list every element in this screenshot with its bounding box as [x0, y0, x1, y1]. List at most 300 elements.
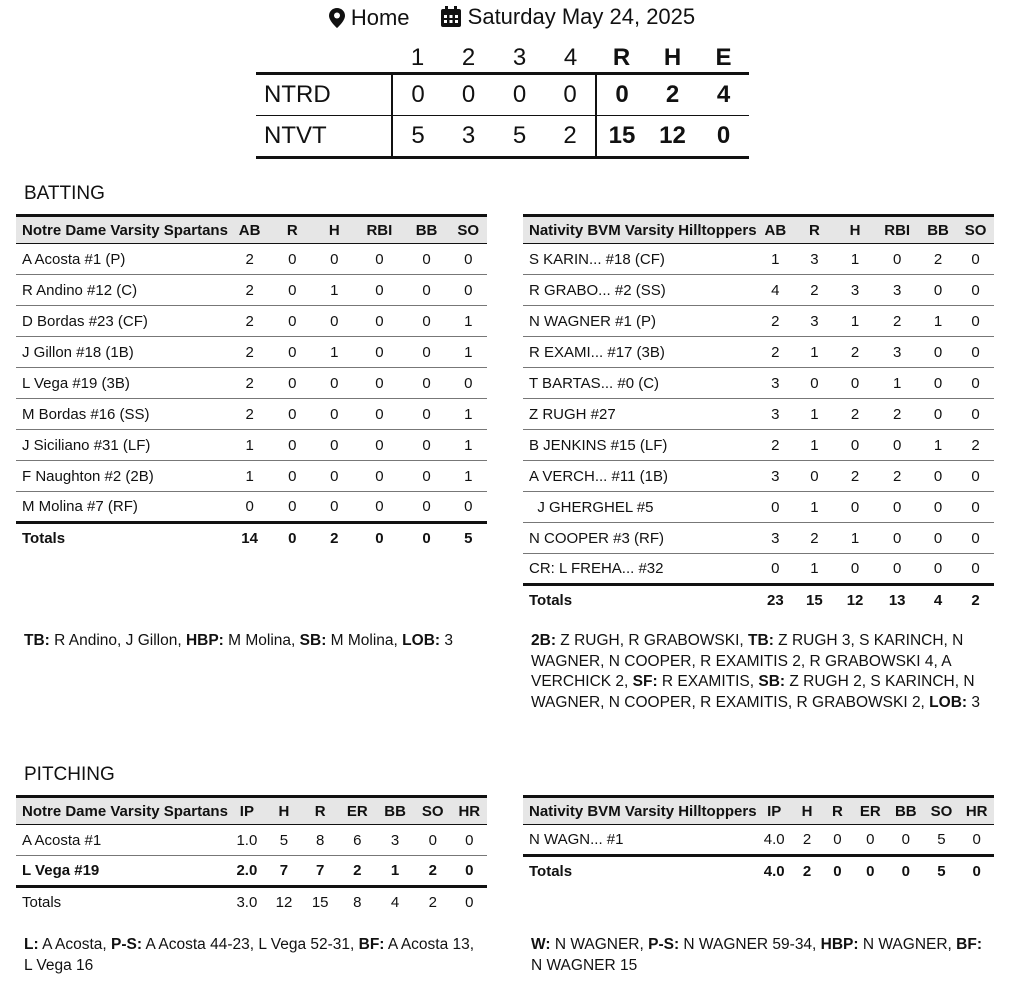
stat-value: 0	[875, 492, 919, 523]
stat-value: 2	[228, 368, 271, 399]
stat-value: 0	[355, 430, 403, 461]
table-row	[523, 244, 994, 275]
player-name: L Vega #19 (3B)	[16, 368, 228, 399]
location-text: Home	[350, 5, 410, 30]
table-row	[16, 825, 487, 856]
note-label: LOB:	[402, 632, 441, 649]
batting-notes-home	[24, 631, 484, 652]
player-name: D Bordas #23 (CF)	[16, 306, 228, 337]
stat-value: 3	[757, 368, 795, 399]
table-row	[16, 492, 487, 523]
stat-value: 0	[404, 244, 450, 275]
stat-value: 2	[919, 244, 957, 275]
stat-value: 0	[957, 244, 994, 275]
stat-value: 2	[757, 430, 795, 461]
inning-2-header: 2	[443, 44, 494, 74]
stat-value: 0	[853, 825, 888, 856]
table-row	[523, 399, 994, 430]
errors-total: 0	[698, 116, 749, 158]
totals-value: 5	[450, 523, 487, 554]
stat-value: 0	[835, 492, 876, 523]
totals-value: 15	[794, 585, 835, 616]
stat-value: 0	[271, 492, 313, 523]
player-name: M Bordas #16 (SS)	[16, 399, 228, 430]
stat-value: 0	[452, 856, 487, 887]
stat-value: 7	[266, 856, 302, 887]
stat-value: 0	[404, 368, 450, 399]
table-row	[523, 306, 994, 337]
inning-score: 0	[392, 74, 443, 116]
stat-value: 0	[957, 523, 994, 554]
stat-header: HR	[959, 797, 994, 825]
stat-value: 0	[404, 461, 450, 492]
totals-row	[16, 887, 487, 918]
stat-header: BB	[404, 216, 450, 244]
stat-value: 2	[228, 337, 271, 368]
stat-value: 1	[228, 461, 271, 492]
totals-value: 3.0	[236, 894, 258, 912]
stat-header: BB	[376, 797, 414, 825]
stat-value: 0	[794, 461, 835, 492]
stat-value: 1	[794, 337, 835, 368]
stat-value: 2	[228, 399, 271, 430]
player-name: B JENKINS #15 (LF)	[523, 430, 757, 461]
stat-value: 0	[404, 430, 450, 461]
inning-score: 5	[392, 116, 443, 158]
player-name: A Acosta #1 (P)	[16, 244, 228, 275]
table-row	[16, 368, 487, 399]
stat-value: 8	[302, 825, 338, 856]
stat-value: 0	[355, 368, 403, 399]
player-name: N WAGN... #1	[523, 825, 757, 856]
player-name: J GHERGHEL #5	[523, 492, 757, 523]
stat-header: H	[313, 216, 355, 244]
inning-score: 5	[494, 116, 545, 158]
stat-value: 0	[313, 399, 355, 430]
stat-value: 4	[757, 275, 795, 306]
player-name: N WAGNER #1 (P)	[523, 306, 757, 337]
note-label: TB:	[24, 632, 50, 649]
stat-value: 1	[376, 856, 414, 887]
player-name: CR: L FREHA... #32	[523, 554, 757, 585]
stat-value: 1	[313, 337, 355, 368]
table-row	[16, 856, 487, 887]
errors-total: 4	[698, 74, 749, 116]
stat-value: 0	[957, 492, 994, 523]
stat-value: 0	[450, 244, 487, 275]
table-row	[523, 825, 994, 856]
stat-value: 0	[271, 368, 313, 399]
team-name-header: Notre Dame Varsity Spartans	[16, 797, 228, 825]
stat-value: 0	[835, 430, 876, 461]
stat-value: 2	[957, 430, 994, 461]
stat-value: 1	[835, 306, 876, 337]
note-label: LOB:	[929, 693, 968, 711]
stat-value: 1	[919, 430, 957, 461]
stat-value: 5	[924, 825, 960, 856]
stat-value: 2	[835, 461, 876, 492]
table-row	[523, 492, 994, 523]
stat-value: 1	[919, 306, 957, 337]
player-name: T BARTAS... #0 (C)	[523, 368, 757, 399]
stat-value: 0	[757, 492, 795, 523]
stat-value: 0	[355, 244, 403, 275]
stat-value: 0	[919, 554, 957, 585]
player-name: R Andino #12 (C)	[16, 275, 228, 306]
pitching-notes-away	[531, 935, 991, 976]
batting-table-away	[523, 214, 994, 616]
batting-table-home	[16, 214, 487, 554]
stat-value: 1	[450, 337, 487, 368]
stat-value: 0	[919, 461, 957, 492]
stat-value: 0	[313, 368, 355, 399]
stat-value: 2	[835, 399, 876, 430]
stat-value: 0	[875, 244, 919, 275]
table-row	[523, 275, 994, 306]
stat-value: 0	[404, 492, 450, 523]
note-text: N WAGNER,	[858, 936, 957, 953]
stat-value: 0	[271, 275, 313, 306]
player-name: N COOPER #3 (RF)	[523, 523, 757, 554]
stat-value: 0	[313, 306, 355, 337]
stat-value: 0	[404, 306, 450, 337]
stat-value: 0	[794, 368, 835, 399]
table-row	[523, 368, 994, 399]
stat-value: 1	[875, 368, 919, 399]
stat-value: 1	[450, 306, 487, 337]
stat-value: 0	[452, 825, 487, 856]
note-label: P-S:	[111, 936, 143, 953]
stat-value: 1	[450, 461, 487, 492]
stat-value: 0	[271, 430, 313, 461]
stat-value: 0	[757, 554, 795, 585]
stat-header: SO	[957, 216, 994, 244]
stat-value: 0	[313, 461, 355, 492]
stat-header: IP	[228, 797, 266, 825]
stat-value: 7	[302, 856, 338, 887]
stat-value: 0	[404, 399, 450, 430]
totals-value: 12	[275, 894, 293, 912]
note-text: A Acosta 44-23, L Vega 52-31,	[142, 936, 359, 953]
stat-value: 2	[228, 244, 271, 275]
stat-header: RBI	[875, 216, 919, 244]
stat-value: 1	[835, 244, 876, 275]
team-abbr: NTVT	[256, 116, 392, 158]
stat-value: 0	[414, 825, 452, 856]
header-row	[16, 216, 487, 244]
hits-total: 2	[647, 74, 698, 116]
stat-value: 5	[266, 825, 302, 856]
stat-value: 0	[957, 337, 994, 368]
stat-header: ER	[338, 797, 376, 825]
note-label: BF:	[956, 936, 982, 953]
inning-score: 2	[545, 116, 596, 158]
team-name-header: Nativity BVM Varsity Hilltoppers	[523, 797, 757, 825]
note-text: R EXAMITIS,	[657, 673, 759, 690]
inning-score: 3	[443, 116, 494, 158]
stat-value: 0	[957, 554, 994, 585]
totals-value: 0	[271, 523, 313, 554]
stat-value: 1	[794, 492, 835, 523]
stat-value: 3	[875, 337, 919, 368]
note-text: R Andino, J Gillon,	[49, 632, 186, 649]
pitching-table-away	[523, 795, 994, 887]
inning-score: 0	[494, 74, 545, 116]
stat-header: SO	[414, 797, 452, 825]
table-row	[523, 523, 994, 554]
stat-value: 3	[875, 275, 919, 306]
stat-value: 0	[822, 825, 852, 856]
stat-value: 2	[228, 306, 271, 337]
note-text: N WAGNER,	[550, 936, 649, 953]
date-text: Saturday May 24, 2025	[467, 4, 696, 29]
stat-value: 0	[355, 337, 403, 368]
stat-value: 1	[757, 244, 795, 275]
stat-header: H	[835, 216, 876, 244]
stat-value: 3	[794, 306, 835, 337]
stat-value: 0	[919, 523, 957, 554]
pitching-table-home	[16, 795, 487, 918]
stat-header: SO	[450, 216, 487, 244]
stat-value: 0	[355, 275, 403, 306]
stat-value: 1	[228, 430, 271, 461]
stat-value: 0	[271, 461, 313, 492]
stat-value: 4.0	[757, 825, 792, 856]
totals-value: 8	[353, 894, 362, 912]
runs-total: 15	[596, 116, 647, 158]
linescore-corner	[256, 44, 392, 74]
stat-value: 0	[313, 430, 355, 461]
runs-header: R	[596, 44, 647, 74]
stat-value: 0	[271, 399, 313, 430]
stat-header: ER	[853, 797, 888, 825]
totals-value: 2	[313, 523, 355, 554]
stat-header: BB	[919, 216, 957, 244]
totals-value: 13	[875, 585, 919, 616]
header-row	[16, 797, 487, 825]
hits-total: 12	[647, 116, 698, 158]
totals-value: 0	[822, 856, 852, 887]
batting-title: BATTING	[24, 183, 105, 204]
note-text: M Molina,	[326, 632, 403, 649]
stat-value: 0	[355, 306, 403, 337]
note-label: TB:	[748, 632, 774, 649]
note-label: P-S:	[648, 936, 680, 953]
runs-total: 0	[596, 74, 647, 116]
linescore-row-home	[256, 116, 749, 158]
stat-value: 0	[355, 492, 403, 523]
stat-value: 0	[957, 461, 994, 492]
stat-value: 1	[450, 430, 487, 461]
stat-header: IP	[757, 797, 792, 825]
totals-value: 2	[792, 856, 822, 887]
stat-value: 3	[835, 275, 876, 306]
stat-header: R	[302, 797, 338, 825]
totals-value: 0	[959, 856, 994, 887]
player-name: Z RUGH #27	[523, 399, 757, 430]
note-label: HBP:	[820, 936, 859, 953]
totals-value: 2	[428, 894, 437, 912]
totals-value: 4.0	[757, 856, 792, 887]
stat-value: 3	[757, 461, 795, 492]
stat-value: 2	[875, 461, 919, 492]
totals-value: 0	[355, 523, 403, 554]
team-name-header: Notre Dame Varsity Spartans	[16, 216, 228, 244]
totals-value: 5	[924, 856, 960, 887]
team-name-header: Nativity BVM Varsity Hilltoppers	[523, 216, 757, 244]
inning-4-header: 4	[545, 44, 596, 74]
totals-label: Totals	[22, 894, 62, 912]
header-row	[523, 797, 994, 825]
stat-value: 0	[919, 399, 957, 430]
table-row	[16, 337, 487, 368]
pitching-notes-home	[24, 935, 484, 976]
stat-value: 3	[376, 825, 414, 856]
totals-value: 15	[311, 894, 329, 912]
stat-value: 0	[404, 337, 450, 368]
stat-value: 3	[757, 399, 795, 430]
stat-value: 0	[919, 492, 957, 523]
stat-header: AB	[757, 216, 795, 244]
map-pin-icon	[329, 8, 345, 28]
stat-value: 2	[835, 337, 876, 368]
stat-value: 2	[414, 856, 452, 887]
stat-value: 2	[757, 306, 795, 337]
note-label: SF:	[632, 673, 658, 690]
player-name: A VERCH... #11 (1B)	[523, 461, 757, 492]
stat-value: 2	[875, 306, 919, 337]
location	[329, 5, 410, 31]
note-text: N WAGNER 15	[531, 956, 638, 974]
note-label: HBP:	[185, 632, 224, 649]
table-row	[523, 430, 994, 461]
note-text: N WAGNER 59-34,	[679, 936, 821, 953]
stat-value: 0	[919, 337, 957, 368]
stat-value: 0	[919, 368, 957, 399]
stat-value: 0	[271, 244, 313, 275]
inning-1-header: 1	[392, 44, 443, 74]
note-text: 3	[967, 693, 980, 711]
table-row	[523, 461, 994, 492]
stat-value: 0	[957, 368, 994, 399]
totals-value: 12	[835, 585, 876, 616]
totals-value: 0	[853, 856, 888, 887]
table-row	[16, 244, 487, 275]
stat-value: 0	[875, 554, 919, 585]
stat-header: AB	[228, 216, 271, 244]
note-label: SB:	[758, 673, 786, 690]
stat-value: 0	[313, 492, 355, 523]
totals-value: 0	[465, 894, 474, 912]
pitching-title: PITCHING	[24, 764, 115, 785]
note-label: 2B:	[531, 632, 556, 649]
game-info	[0, 4, 1024, 34]
totals-value: 14	[228, 523, 271, 554]
stat-value: 2	[757, 337, 795, 368]
totals-value: 4	[390, 894, 400, 912]
linescore-row-away	[256, 74, 749, 116]
note-label: BF:	[358, 936, 385, 953]
stat-header: HR	[452, 797, 487, 825]
stat-value: 0	[957, 399, 994, 430]
stat-value: 1	[794, 399, 835, 430]
table-row	[523, 554, 994, 585]
totals-value: 0	[888, 856, 924, 887]
header-row	[523, 216, 994, 244]
stat-value: 0	[875, 430, 919, 461]
player-name: J Gillon #18 (1B)	[16, 337, 228, 368]
totals-value: 2	[957, 585, 994, 616]
stat-header: H	[792, 797, 822, 825]
stat-value: 0	[450, 275, 487, 306]
errors-header: E	[698, 44, 749, 74]
totals-value: 23	[757, 585, 795, 616]
stat-value: 0	[919, 275, 957, 306]
stat-value: 1	[450, 399, 487, 430]
stat-header: H	[266, 797, 302, 825]
table-row	[16, 430, 487, 461]
stat-value: 3	[794, 244, 835, 275]
stat-value: 0	[835, 554, 876, 585]
stat-header: R	[822, 797, 852, 825]
linescore-table	[256, 44, 749, 159]
totals-value: 0	[404, 523, 450, 554]
hits-header: H	[647, 44, 698, 74]
player-name: A Acosta #1	[16, 825, 228, 856]
player-name: F Naughton #2 (2B)	[16, 461, 228, 492]
note-text: A Acosta 13, L Vega 16	[24, 936, 475, 974]
table-row	[16, 306, 487, 337]
stat-value: 1	[794, 430, 835, 461]
stat-header: R	[271, 216, 313, 244]
totals-row	[523, 856, 994, 887]
stat-value: 6	[338, 825, 376, 856]
inning-score: 0	[545, 74, 596, 116]
note-text: 3	[440, 632, 453, 649]
stat-value: 3	[757, 523, 795, 554]
stat-value: 0	[404, 275, 450, 306]
stat-value: 0	[271, 337, 313, 368]
stat-value: 2	[794, 275, 835, 306]
stat-header: R	[794, 216, 835, 244]
stat-value: 0	[959, 825, 994, 856]
stat-value: 2	[228, 275, 271, 306]
team-abbr: NTRD	[256, 74, 392, 116]
player-name: M Molina #7 (RF)	[16, 492, 228, 523]
totals-label: Totals	[16, 523, 228, 554]
note-label: SB:	[299, 632, 327, 649]
batting-notes-away	[531, 631, 991, 713]
player-name: R EXAMI... #17 (3B)	[523, 337, 757, 368]
calendar-icon	[440, 6, 462, 28]
stat-value: 2	[875, 399, 919, 430]
stat-value: 0	[957, 306, 994, 337]
note-text: M Molina,	[223, 632, 300, 649]
stat-value: 0	[355, 399, 403, 430]
stat-value: 0	[888, 825, 924, 856]
stat-header: SO	[924, 797, 960, 825]
note-text: Z RUGH 3, S KARINCH, N WAGNER, N COOPER, R EXAMITIS 2, R GRABOWSKI 4, A VERCHICK 2,	[531, 632, 964, 690]
stat-value: 1.0	[228, 825, 266, 856]
stat-header: RBI	[355, 216, 403, 244]
stat-value: 0	[957, 275, 994, 306]
player-name: S KARIN... #18 (CF)	[523, 244, 757, 275]
totals-value: 4	[919, 585, 957, 616]
inning-score: 0	[443, 74, 494, 116]
totals-label: Totals	[523, 856, 757, 887]
stat-value: 1	[794, 554, 835, 585]
stat-value: 0	[450, 368, 487, 399]
